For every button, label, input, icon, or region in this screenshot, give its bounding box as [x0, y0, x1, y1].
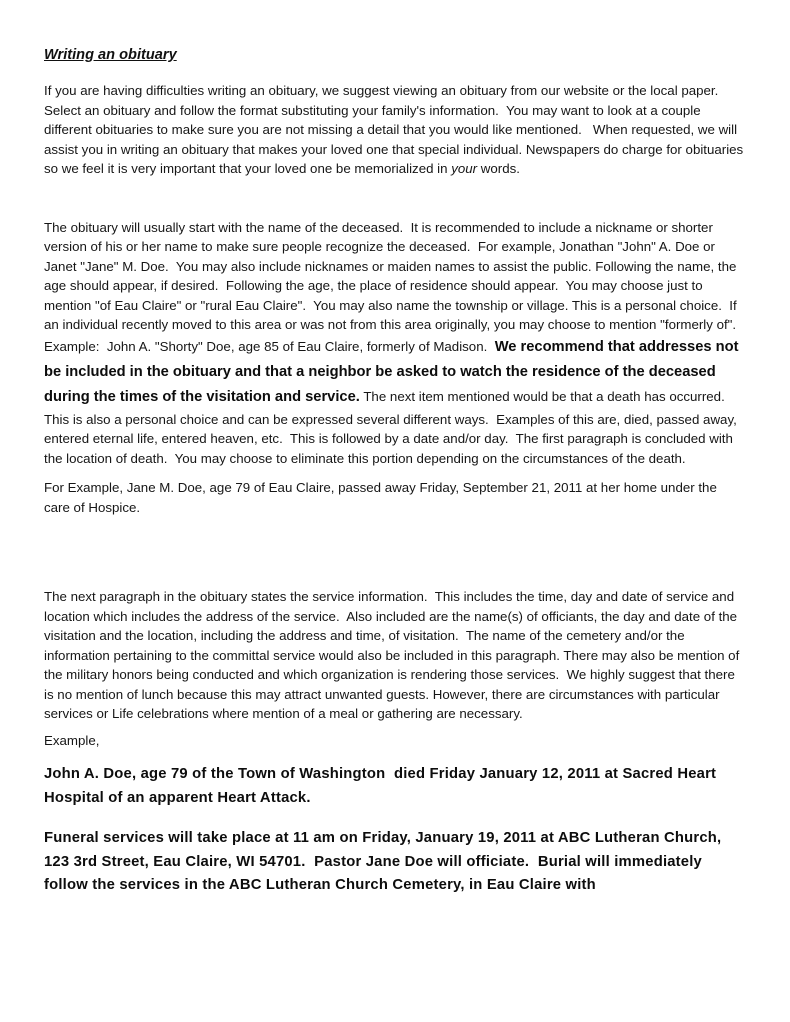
text-run-bold: Funeral services will take place at 11 am on Friday, January 19, 2011 at ABC Lutheran Church, 123 3rd Street, Eau Claire, WI 54701. Pastor Jane Doe will officiate. Burial will immediately follow the services in the ABC Lutheran Church Cemetery, in Eau Claire with — [44, 830, 726, 893]
text-run: For Example, Jane M. Doe, age 79 of Eau Claire, passed away Friday, September 21, 2011 at her home under the care of Hospice. — [44, 480, 721, 515]
text-run: The next paragraph in the obituary states the service information. This includes the time, day and date of service and location which includes the address of the service. Also included are the name(s) of officiants, the day and date of the visitation and the location, including the address and time, of visitation. The name of the cemetery and/or the information pertaining to the committal service would also be included in this paragraph. There may also be mention of the military honors being conducted and which organization is rendering those services. We highly suggest that there is no mention of lunch because this may attract unwanted guests. However, there are circumstances with particular services or Life celebrations where mention of a meal or gathering are necessary. — [44, 589, 743, 721]
document-heading: Writing an obituary — [44, 47, 177, 63]
text-run-bold: We recommend that addresses not be included in the obituary and that a neighbor be asked to watch the residence of the deceased during the times of the visitation and service. — [44, 338, 743, 405]
text-run: The obituary will usually start with the name of the deceased. It is recommended to include a nickname or shorter version of his or her name to make sure people recognize the deceased. For example, Jonathan "John" A. Doe or Janet "Jane" M. Doe. You may also include nicknames or maiden names to assist the public. Following the name, the age should appear, if desired. Following the age, the place of residence should appear. You may choose just to mention "of Eau Claire" or "rural Eau Claire". You may also name the township or village. This is a personal choice. If an individual recently moved to this area or was not from this area originally, you may choose to mention "formerly of". Example: John A. "Shorty" Doe, age 85 of Eau Claire, formerly of Madison. — [44, 219, 744, 354]
paragraph-service-info — [44, 587, 746, 724]
text-run: Example, — [44, 732, 100, 748]
text-run-italic: your — [451, 161, 478, 176]
text-run: If you are having difficulties writing an obituary, we suggest viewing an obituary from our website or the local paper. Select an obituary and follow the format substituting your family's information. You may want to look at a couple different obituaries to make sure you are not missing a detail that you would like mentioned. When requested, we will assist you in writing an obituary that makes your loved one that special individual. Newspapers do charge for obituaries so we feel it is very important that your loved one be memorialized in — [44, 83, 747, 176]
paragraph-example-1 — [44, 763, 746, 810]
text-run: words. — [477, 161, 520, 176]
paragraph-example-label — [44, 731, 746, 751]
text-run-bold: John A. Doe, age 79 of the Town of Washington died Friday January 12, 2011 at Sacred Heart Hospital of an apparent Heart Attack. — [44, 766, 721, 806]
text-run: The next item mentioned would be that a death has occurred. This is also a personal choice and can be expressed several different ways. Examples of this are, died, passed away, entered eternal life, entered heaven, etc. This is followed by a date and/or day. The first paragraph is concluded with the location of death. You may choose to eliminate this portion depending on the circumstances of the death. — [44, 388, 741, 466]
paragraph-intro — [44, 81, 746, 179]
document-body — [44, 81, 746, 898]
paragraph-death-example — [44, 478, 746, 517]
paragraph-example-2 — [44, 827, 746, 898]
paragraph-name-guidance — [44, 218, 746, 469]
